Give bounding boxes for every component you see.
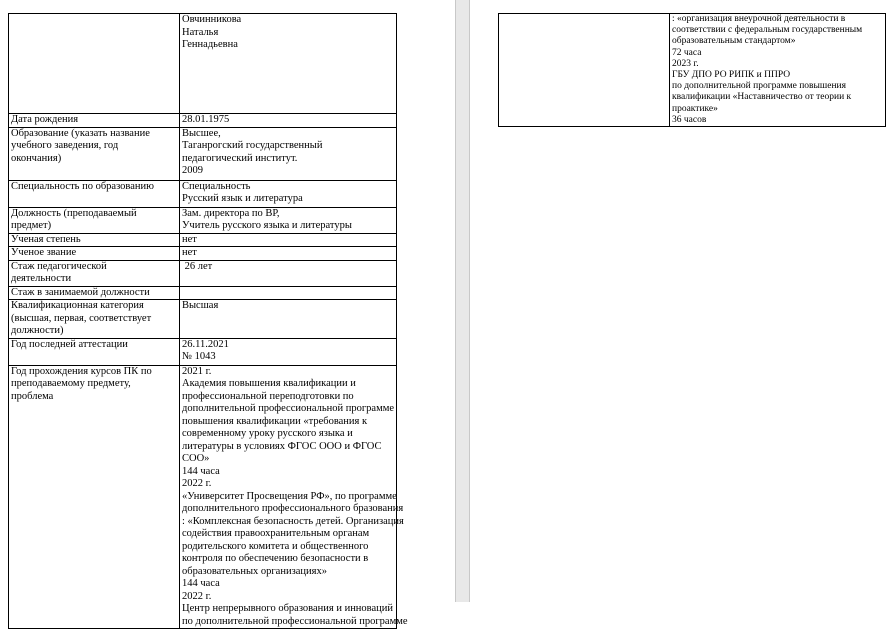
value-line: Высшее, <box>182 127 221 139</box>
first-name: Наталья <box>182 26 219 38</box>
table-row <box>9 300 397 339</box>
courses-value <box>180 365 408 629</box>
courses-label <box>9 365 180 629</box>
value-line: 2021 г. <box>182 365 212 377</box>
value-line: контроля по обеспечению безопасности в <box>182 553 369 564</box>
value-line: № 1043 <box>182 351 216 362</box>
education-value <box>180 127 397 180</box>
value-line: по дополнительной профессиональной программе <box>182 615 408 627</box>
table-row <box>9 247 397 261</box>
label-line: Образование (указать название <box>11 127 150 139</box>
value-line: Специальность <box>182 180 251 192</box>
table-row <box>499 14 886 127</box>
value-line: 144 часа <box>182 578 220 589</box>
resume-table <box>8 13 408 629</box>
title-value: нет <box>180 247 397 261</box>
value-line: дополнительного профессионального бразования <box>182 503 404 514</box>
birth-label: Дата рождения <box>9 114 180 128</box>
table-row <box>9 207 397 233</box>
label-line: Квалификационная категория <box>11 300 144 311</box>
value-line: 72 часа <box>672 47 702 58</box>
table-row <box>9 286 397 300</box>
position-label <box>9 207 180 233</box>
pos-exp-value <box>180 286 397 300</box>
value-line: проактике» <box>672 103 718 114</box>
value-line: : «Комплексная безопасность детей. Организация <box>182 515 404 527</box>
value-line: профессиональной переподготовки по <box>182 390 354 402</box>
position-value <box>180 207 397 233</box>
label-line: преподаваемому предмету, <box>11 378 131 389</box>
value-line: 2023 г. <box>672 58 699 69</box>
degree-value: нет <box>180 233 397 247</box>
value-line: образовательных организациях» <box>182 565 327 577</box>
value-line: Академия повышения квалификации и <box>182 378 356 389</box>
value-line: по дополнительной программе повышения <box>672 81 846 92</box>
value-line: Зам. директора по ВР, <box>182 207 280 219</box>
value-line: 144 часа <box>182 465 220 477</box>
category-label <box>9 300 180 339</box>
table-row <box>9 127 397 180</box>
birth-value: 28.01.1975 <box>180 114 397 128</box>
specialty-label: Специальность по образованию <box>9 180 180 207</box>
value-line: «Университет Просвещения РФ», по программе <box>182 490 397 502</box>
page-separator <box>455 0 470 602</box>
value-line: педагогический институт. <box>182 152 298 164</box>
value-line: Учитель русского языка и литературы <box>182 220 352 231</box>
name-row <box>9 14 397 114</box>
category-value: Высшая <box>180 300 397 339</box>
degree-label: Ученая степень <box>9 233 180 247</box>
label-line: проблема <box>11 390 54 402</box>
title-label: Ученое звание <box>9 247 180 261</box>
table-row <box>9 233 397 247</box>
value-line: дополнительной профессиональной программе <box>182 403 395 414</box>
document-page-2 <box>470 0 895 602</box>
value-line: образовательным стандартом» <box>672 36 796 47</box>
attestation-label: Год последней аттестации <box>9 338 180 365</box>
label-line: Должность (преподаваемый <box>11 207 137 219</box>
full-name <box>180 14 397 114</box>
continuation-empty-cell <box>499 14 670 127</box>
table-row <box>9 338 397 365</box>
value-line: квалификации «Наставничество от теории к <box>672 92 852 103</box>
pos-exp-label: Стаж в занимаемой должности <box>9 286 180 300</box>
label-line: должности) <box>11 325 64 336</box>
value-line: СОО» <box>182 453 210 464</box>
value-line: 2022 г. <box>182 590 212 602</box>
specialty-value <box>180 180 397 207</box>
value-line: повышения квалификации «требования к <box>182 415 368 427</box>
courses-value-continued <box>670 14 886 127</box>
value-line: 2009 <box>182 165 203 176</box>
value-line: современному уроку русского языка и <box>182 428 353 439</box>
patronymic: Геннадьевна <box>182 39 238 50</box>
table-row <box>9 260 397 286</box>
ped-exp-label <box>9 260 180 286</box>
value-line: родительского комитета и общественного <box>182 540 369 552</box>
table-row <box>9 365 397 629</box>
label-line: Стаж педагогической <box>11 260 107 272</box>
value-line: Центр непрерывного образования и инноваций <box>182 603 394 614</box>
label-line: деятельности <box>11 273 72 284</box>
ped-exp-value: 26 лет <box>180 260 397 286</box>
value-line: 26.11.2021 <box>182 338 229 350</box>
table-row <box>9 180 397 207</box>
resume-table-continuation <box>498 13 886 127</box>
value-line: литературы в условиях ФГОС ООО и ФГОС <box>182 440 382 452</box>
value-line: Русский язык и литература <box>182 193 303 204</box>
table-row <box>9 114 397 128</box>
value-line: соответствии с федеральным государственным <box>672 25 863 36</box>
label-line: предмет) <box>11 220 52 231</box>
surname: Овчинникова <box>182 14 242 25</box>
label-line: учебного заведения, год <box>11 140 119 151</box>
photo-cell <box>9 14 180 114</box>
value-line: содействия правоохранительным органам <box>182 528 370 539</box>
label-line: (высшая, первая, соответствует <box>11 312 152 324</box>
value-line: : «организация внеурочной деятельности в <box>672 14 846 24</box>
education-label <box>9 127 180 180</box>
value-line: 36 часов <box>672 114 707 125</box>
label-line: окончания) <box>11 152 62 164</box>
label-line: Год прохождения курсов ПК по <box>11 365 152 377</box>
value-line: ГБУ ДПО РО РИПК и ППРО <box>672 70 791 81</box>
attestation-value <box>180 338 397 365</box>
value-line: Таганрогский государственный <box>182 140 323 151</box>
value-line: 2022 г. <box>182 478 212 489</box>
